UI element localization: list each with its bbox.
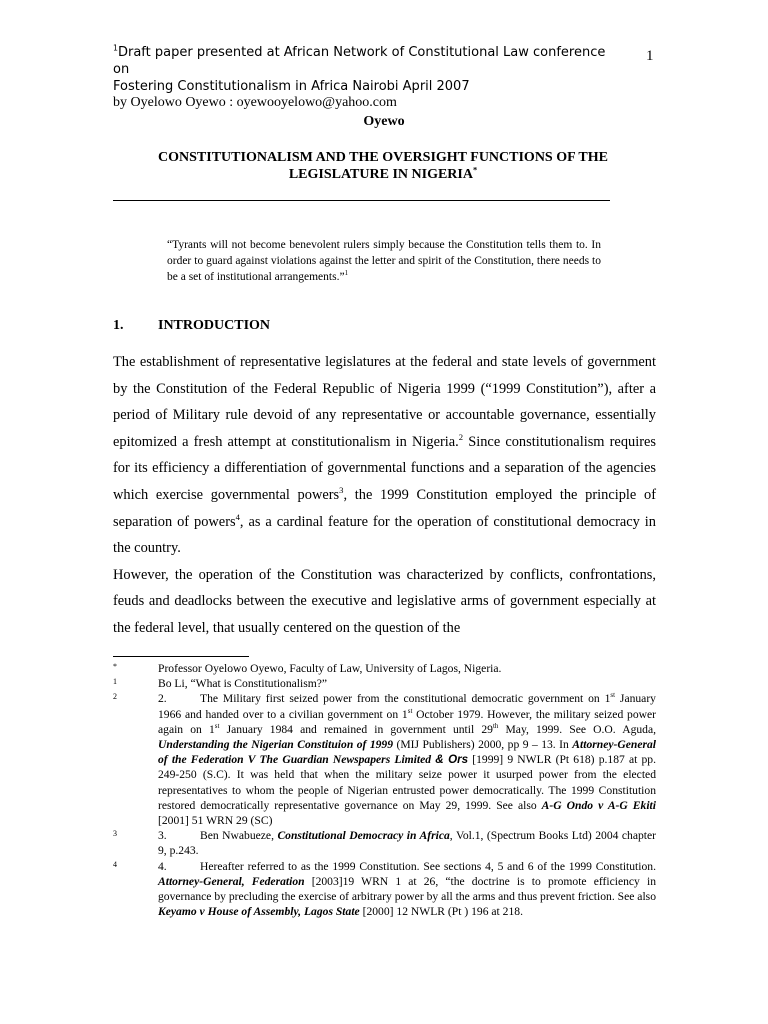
case-citation: & Ors [435,753,469,767]
body-text-run: Since constitutionalism requires for its efficiency a differentiation of governmental functions and a separation of the agencies which exercise governmental powers [113,433,656,503]
footnote-run: [2001] 51 WRN 29 (SC) [158,814,273,828]
section-number: 1. [113,318,124,333]
body-text-run: , as a cardinal feature for the operation of constitutional democracy in the country. [113,513,656,557]
footnote-2 [113,691,656,828]
body-text-run: , the 1999 Constitution employed the principle of separation of powers [113,486,656,530]
footnote-ref[interactable]: 2 [458,431,464,442]
footnote-3 [113,828,656,858]
body-paragraph-2: However, the operation of the Constitution was characterized by conflicts, confrontations, feuds and deadlocks between the executive and legislative arms of government especially at the federal level, that usually centered on the question of the [113,566,656,636]
case-citation: Attorney-General, Federation [158,874,305,888]
author-name-text: Oyewo [363,114,405,129]
footnote-star [113,661,656,676]
footnote-run: January 1984 and remained in government until 29 [219,722,493,736]
footnote-ref[interactable]: 4 [235,511,240,522]
footnote-mark: 2 [113,692,117,702]
footnote-run: January 1966 and handed over to a civilian government on 1 [158,692,656,721]
title-footnote-mark: * [472,165,478,175]
title-line-1: CONSTITUTIONALISM AND THE OVERSIGHT FUNCTIONS OF THE [158,150,608,165]
body-text-run: The establishment of representative legislatures at the federal and state levels of government by the Constitution of the Federal Republic of Nigeria 1999 (“1999 Constitution”), after a period of Military rule devoid of any representative or accountable governance, essentially epitomized a fresh attempt at constitutionalism in Nigeria. [113,354,656,450]
header-line-2: Fostering Constitutionalism in Africa Nairobi April 2007 [113,79,470,94]
title-line-2 [113,166,653,183]
footnote-text [158,828,656,858]
footnote-number: 2. [158,692,167,706]
section-title: INTRODUCTION [158,318,271,333]
footnote-run: , Vol.1, (Spectrum Books Ltd) 2004 chapter 9, p.243. [158,829,657,858]
body-paragraph-1 [113,349,656,562]
footnote-divider [113,656,249,657]
epigraph-quote [167,237,601,285]
ordinal-suffix: th [492,721,499,730]
book-citation: Constitutional Democracy in Africa [277,829,450,843]
body-text [113,349,656,642]
footnote-run: The Military first seized power from the constitutional democratic government on 1 [200,692,611,706]
footnote-text: Bo Li, “What is Constitutionalism?” [158,677,328,691]
epigraph-footnote-mark: 1 [344,270,349,278]
title-line-2-text: LEGISLATURE IN NIGERIA [288,167,473,182]
footnote-mark: * [113,662,117,671]
ordinal-suffix: st [610,691,616,700]
footnote-mark: 3 [113,829,117,839]
footnote-run: Hereafter referred to as the 1999 Constitution. See sections 4, 5 and 6 of the 1999 Constitution. [200,859,656,873]
case-citation: A-G Ondo v A-G Ekiti [541,798,656,812]
page-number: 1 [646,48,654,64]
footnote-run: Ben Nwabueze, [200,829,278,843]
paper-title [113,149,653,183]
footnote-run: [2000] 12 NWLR (Pt ) 196 at 218. [359,905,523,919]
footnote-text [158,691,656,828]
case-citation: Keyamo v House of Assembly, Lagos State [158,905,360,919]
footnote-mark: 1 [113,677,117,687]
footnote-1 [113,676,656,691]
footnote-text: Professor Oyelowo Oyewo, Faculty of Law, University of Lagos, Nigeria. [158,662,502,675]
header-text-1: Draft paper presented at African Network of Constitutional Law conference on [113,45,606,77]
footnote-text [158,859,656,920]
footnote-number: 4. [158,859,167,873]
footnote-4 [113,859,656,920]
footnote-ref[interactable]: 3 [339,485,344,496]
author-name [0,114,768,130]
footnotes [113,661,656,919]
footnote-mark: 4 [113,859,117,869]
title-divider [113,200,610,201]
footnote-run: May, 1999. See O.O. Aguda, [498,722,657,736]
footnote-run: October 1979. However, the military seized power again on 1 [158,707,656,736]
epigraph-text: “Tyrants will not become benevolent rulers simply because the Constitution tells them to. In order to guard against violations against the letter and spirit of the Constitution, there needs to be a set of institutional arrangements.” [167,239,601,283]
footnote-run: [1999] 9 NWLR (Pt 618) p.187 at pp. 249-250 (S.C). It was held that when the military seize power it usurped power from the elected representatives to whom the people of Nigerian entrusted power democratically. The 1999 Constitution restored democratically representative governance on May 29, 1999. See also [158,753,656,812]
case-citation: Attorney-General of the Federation V The Guardian Newspapers Limited [158,738,656,767]
ordinal-suffix: st [214,721,220,730]
byline: by Oyelowo Oyewo : oyewooyelowo@yahoo.com [113,95,397,110]
footnote-run: [2003]19 WRN 1 at 26, “the doctrine is to promote efficiency in governance by precluding the exercise of arbitrary power by all the arms and thus prevent friction. See also [158,874,656,904]
footnote-run: (MIJ Publishers) 2000, pp 9 – 13. In [393,738,573,752]
header-line-1 [113,44,623,78]
header-footnote-mark: 1 [113,43,118,53]
footnote-number: 3. [158,829,167,843]
page-header [113,44,623,95]
ordinal-suffix: st [407,706,413,715]
book-citation: Understanding the Nigerian Constituion of 1999 [158,738,394,752]
